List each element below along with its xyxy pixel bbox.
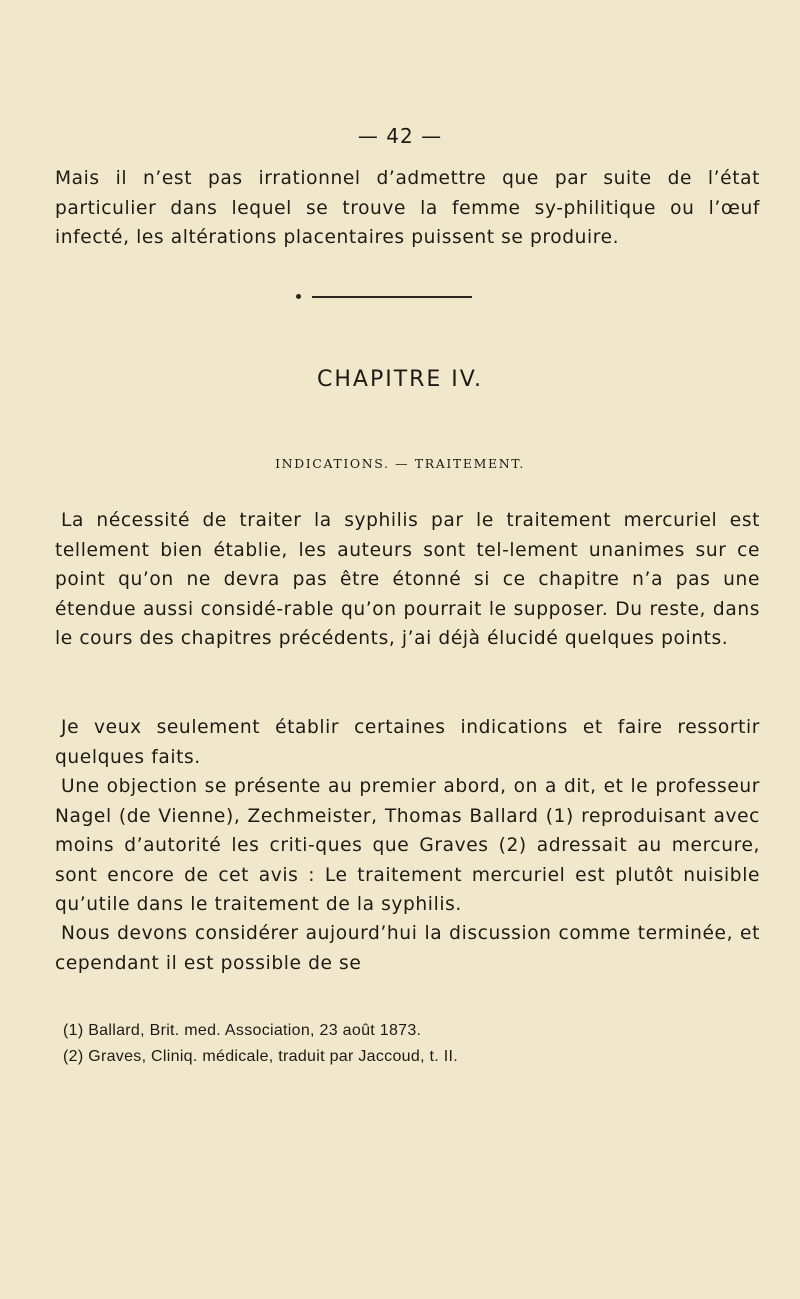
chapter-subtitle: INDICATIONS. — TRAITEMENT. (275, 456, 525, 471)
section-divider (312, 296, 472, 298)
paragraph-objection: Une objection se présente au premier abord, on a dit, et le professeur Nagel (de Vienne), Zechmeister, Thomas Ballard (1) reproduisant avec moins d’autorité les criti-ques que Graves (2) adressait au mercure, sont encore de cet avis : Le traitement mercuriel est plutôt nuisible qu’utile dans le traitement de la syphilis. (55, 776, 760, 915)
footnote-1: (1) Ballard, Brit. med. Association, 23 août 1873. (63, 1022, 422, 1039)
footnote-2: (2) Graves, Cliniq. médicale, traduit par Jaccoud, t. II. (63, 1048, 459, 1065)
page-number: — 42 — (357, 124, 443, 148)
divider-dot (296, 294, 301, 299)
paragraph-discussion: Nous devons considérer aujourd’hui la discussion comme terminée, et cependant il est possible de se (55, 923, 760, 974)
paragraph-indications: Je veux seulement établir certaines indications et faire ressortir quelques faits. (55, 717, 760, 768)
chapter-title: CHAPITRE IV. (316, 367, 484, 392)
paragraph-necessity: La nécessité de traiter la syphilis par le traitement mercuriel est tellement bien établie, les auteurs sont tel-lement unanimes sur ce point qu’on ne devra pas être étonné si ce chapitre n’a pas une étendue aussi considé-rable qu’on pourrait le supposer. Du reste, dans le cours des chapitres précédents, j’ai déjà élucidé quelques points. (55, 510, 760, 649)
intro-paragraph: Mais il n’est pas irrationnel d’admettre que par suite de l’état particulier dans lequel se trouve la femme sy-philitique ou l’œuf infecté, les altérations placentaires puissent se produire. (55, 168, 760, 248)
footnotes (63, 1018, 753, 1070)
